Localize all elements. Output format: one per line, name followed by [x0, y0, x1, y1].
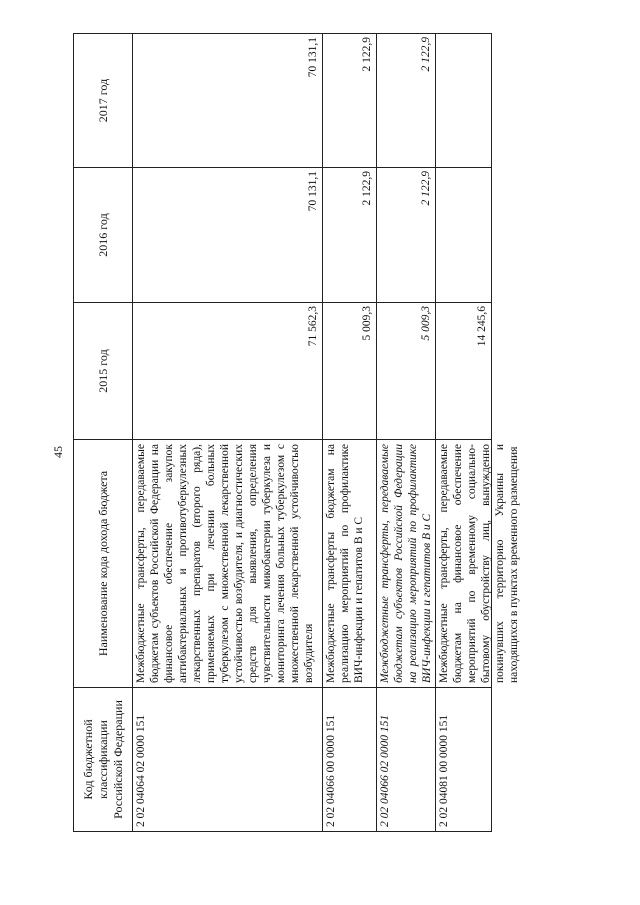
- document-page: [73, 34, 533, 832]
- table-row: [133, 34, 323, 832]
- value-2017: 2 122,9: [323, 34, 377, 168]
- value-2015: 71 562,3: [133, 303, 323, 440]
- value-2015: 14 245,6: [436, 303, 492, 440]
- budget-income-table: [73, 33, 520, 832]
- value-2016: [436, 168, 492, 303]
- income-name: Межбюджетные трансферты, передаваемые бюджетам субъектов Российской Федерации на реализацию мероприятий по профилактике ВИЧ-инфекции и гепатитов В и С: [377, 440, 436, 688]
- income-name: Межбюджетные трансферты бюджетам на реализацию мероприятий по профилактике ВИЧ-инфекции и гепатитов В и С: [323, 440, 377, 688]
- value-2016: 2 122,9: [377, 168, 436, 303]
- value-2015: 5 009,3: [377, 303, 436, 440]
- page-number: 45: [51, 446, 65, 458]
- income-name: Межбюджетные трансферты, передаваемые бюджетам субъектов Российской Федерации на финансовое обеспечение закупок антибактериальных и противотуберкулезных лекарственных препаратов (второго ряда), применяемых при лечении больных туберкулезом с множественной лекарственной устойчивостью возбудителя, и диагностических средств для выявления, определения чувствительности микобактерии туберкулеза и мониторинга лечения больных туберкулезом с множественной лекарственной устойчивостью возбудителя: [133, 440, 323, 688]
- income-name-cell: [436, 440, 520, 688]
- table-row: [377, 34, 436, 832]
- header-code: Код бюджетной классификации Российской Федерации: [74, 688, 133, 832]
- income-name: Межбюджетные трансферты, передаваемые бюджетам на финансовое обеспечение мероприятий по временному социально-бытовому обустройству лиц, вынужденно покинувших территорию Украины и находящихся в пунктах временного размещения: [438, 444, 520, 683]
- header-2016: 2016 год: [74, 168, 133, 303]
- budget-code: 2 02 04064 02 0000 151: [133, 688, 323, 832]
- budget-code: 2 02 04066 02 0000 151: [377, 688, 436, 832]
- budget-code: 2 02 04081 00 0000 151: [436, 688, 492, 832]
- value-2016: 70 131,1: [133, 168, 323, 303]
- value-2016: 2 122,9: [323, 168, 377, 303]
- table-row: [323, 34, 377, 832]
- value-2017: 2 122,9: [377, 34, 436, 168]
- table-header-row: [74, 34, 133, 832]
- budget-code: 2 02 04066 00 0000 151: [323, 688, 377, 832]
- value-2017: 70 131,1: [133, 34, 323, 168]
- value-2015: 5 009,3: [323, 303, 377, 440]
- header-2017: 2017 год: [74, 34, 133, 168]
- table-row: [436, 34, 492, 832]
- value-2017: [436, 34, 492, 168]
- header-2015: 2015 год: [74, 303, 133, 440]
- header-name: Наименование кода дохода бюджета: [74, 440, 133, 688]
